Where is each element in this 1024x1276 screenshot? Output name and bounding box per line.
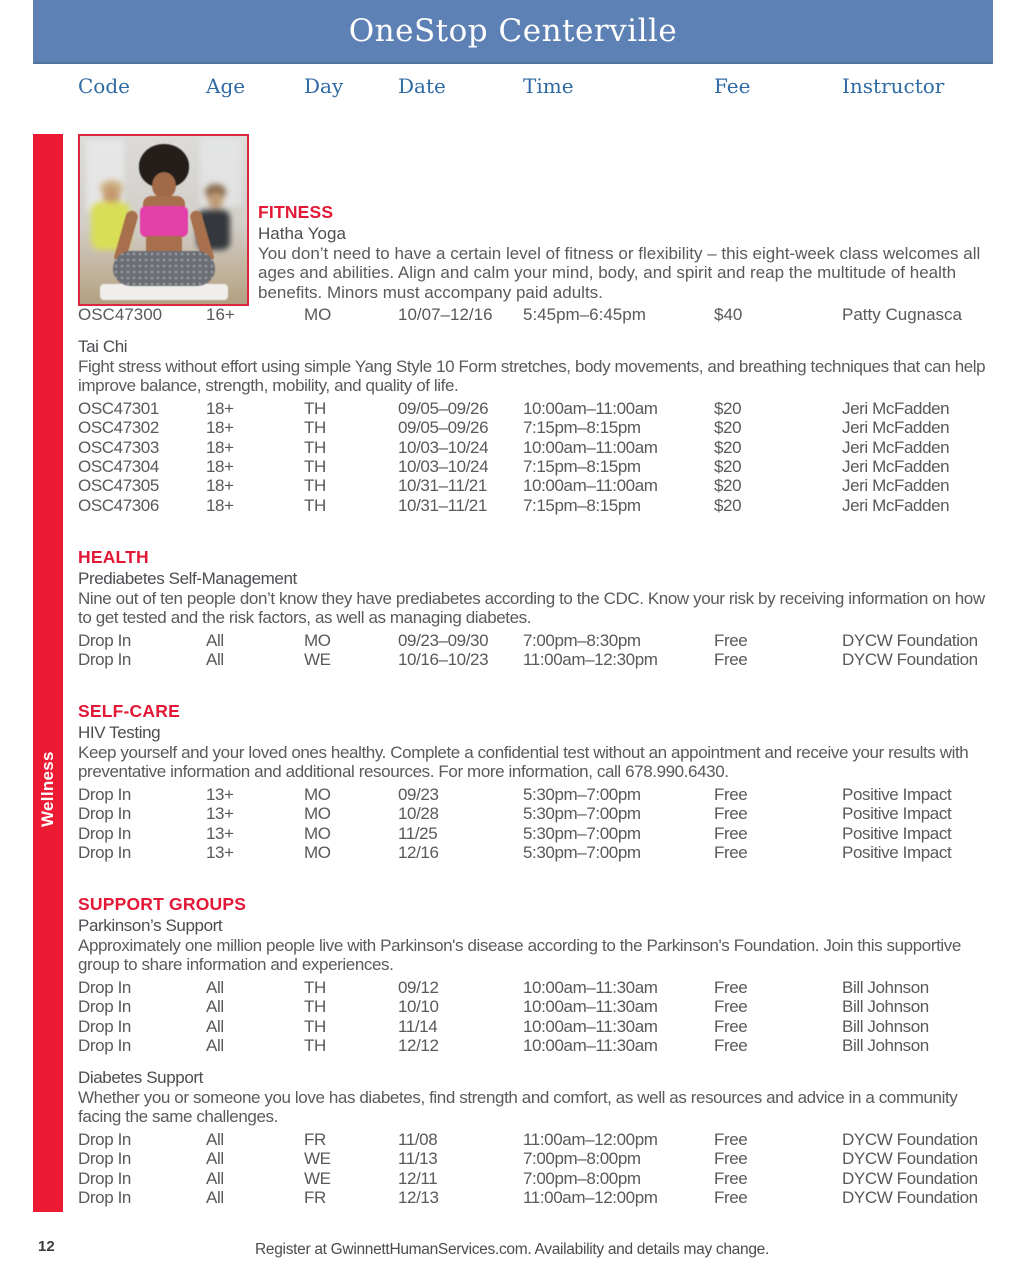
cell-age: All bbox=[206, 1035, 224, 1055]
cell-code: Drop In bbox=[78, 1187, 131, 1207]
cell-instructor: Jeri McFadden bbox=[842, 495, 950, 515]
wellness-category-bar bbox=[33, 134, 63, 1212]
cell-date: 11/14 bbox=[398, 1016, 438, 1036]
table-row bbox=[78, 457, 993, 476]
cell-age: All bbox=[206, 1129, 224, 1149]
table-row bbox=[78, 1188, 993, 1207]
cell-date: 09/23 bbox=[398, 784, 439, 804]
cell-date: 11/13 bbox=[398, 1149, 438, 1169]
page-title: OneStop Centerville bbox=[348, 13, 678, 49]
schedule-rows bbox=[78, 1130, 993, 1208]
cell-time: 11:00am–12:00pm bbox=[523, 1187, 658, 1207]
cell-time: 10:00am–11:30am bbox=[523, 1035, 658, 1055]
cell-date: 10/28 bbox=[398, 804, 439, 824]
table-row bbox=[78, 476, 993, 495]
cell-date: 10/10 bbox=[398, 997, 439, 1017]
cell-date: 10/03–10/24 bbox=[398, 456, 489, 476]
cell-fee: Free bbox=[714, 1187, 748, 1207]
cell-age: 18+ bbox=[206, 418, 234, 438]
cell-day: MO bbox=[304, 804, 331, 824]
column-header-fee: Fee bbox=[714, 74, 751, 98]
class-name: Tai Chi bbox=[78, 337, 128, 356]
cell-fee: $40 bbox=[714, 305, 743, 324]
column-header-date: Date bbox=[398, 74, 446, 98]
cell-code: Drop In bbox=[78, 1035, 131, 1055]
class-description: Whether you or someone you love has diabetes, find strength and comfort, as well as resources and advice in a community facing the same challenges. bbox=[78, 1088, 958, 1127]
cell-day: TH bbox=[304, 1035, 326, 1055]
cell-code: Drop In bbox=[78, 842, 131, 862]
schedule-rows bbox=[78, 785, 993, 863]
cell-fee: Free bbox=[714, 784, 748, 804]
section-heading: SUPPORT GROUPS bbox=[78, 894, 247, 914]
cell-date: 11/25 bbox=[398, 823, 438, 843]
cell-code: OSC47301 bbox=[78, 398, 159, 418]
cell-date: 09/12 bbox=[398, 977, 439, 997]
cell-code: OSC47305 bbox=[78, 476, 159, 496]
cell-time: 7:15pm–8:15pm bbox=[523, 418, 641, 438]
cell-age: All bbox=[206, 650, 224, 670]
table-row bbox=[78, 804, 993, 823]
cell-date: 11/08 bbox=[398, 1129, 438, 1149]
cell-day: WE bbox=[304, 1168, 331, 1188]
cell-fee: $20 bbox=[714, 456, 742, 476]
cell-time: 7:15pm–8:15pm bbox=[523, 495, 641, 515]
cell-instructor: Bill Johnson bbox=[842, 1016, 929, 1036]
section-heading: HEALTH bbox=[78, 547, 149, 567]
class-description: Keep yourself and your loved ones healthy. Complete a confidential test without an appointment and receive your results with preventative information and additional resources. For more information, call 678.990.6430. bbox=[78, 743, 969, 782]
cell-day: TH bbox=[304, 418, 326, 438]
cell-age: 13+ bbox=[206, 842, 234, 862]
cell-age: All bbox=[206, 1149, 224, 1169]
cell-instructor: Bill Johnson bbox=[842, 1035, 929, 1055]
column-header-day: Day bbox=[304, 74, 344, 98]
cell-instructor: Jeri McFadden bbox=[842, 456, 950, 476]
cell-time: 7:00pm–8:00pm bbox=[523, 1149, 641, 1169]
class-name: Hatha Yoga bbox=[258, 224, 346, 243]
registration-note: Register at GwinnettHumanServices.com. Availability and details may change. bbox=[255, 1241, 769, 1258]
cell-time: 10:00am–11:00am bbox=[523, 476, 658, 496]
cell-age: 13+ bbox=[206, 804, 234, 824]
cell-time: 5:30pm–7:00pm bbox=[523, 842, 641, 862]
cell-code: Drop In bbox=[78, 1149, 131, 1169]
column-header-age: Age bbox=[206, 74, 246, 98]
cell-instructor: Bill Johnson bbox=[842, 977, 929, 997]
cell-age: 18+ bbox=[206, 495, 234, 515]
section-health bbox=[78, 548, 993, 670]
cell-instructor: DYCW Foundation bbox=[842, 1149, 978, 1169]
cell-code: Drop In bbox=[78, 1168, 131, 1188]
cell-date: 12/12 bbox=[398, 1035, 439, 1055]
table-row bbox=[78, 496, 993, 515]
cell-fee: Free bbox=[714, 650, 748, 670]
column-header-code: Code bbox=[78, 74, 130, 98]
cell-fee: Free bbox=[714, 1168, 748, 1188]
hatha-yoga-schedule-table bbox=[78, 302, 993, 324]
table-row bbox=[78, 1149, 993, 1168]
cell-instructor: Jeri McFadden bbox=[842, 398, 950, 418]
cell-time: 5:45pm–6:45pm bbox=[523, 305, 646, 324]
cell-fee: $20 bbox=[714, 495, 742, 515]
table-row bbox=[78, 824, 993, 843]
schedule-rows bbox=[78, 305, 993, 324]
cell-time: 10:00am–11:00am bbox=[523, 437, 658, 457]
cell-fee: $20 bbox=[714, 437, 742, 457]
cell-time: 7:15pm–8:15pm bbox=[523, 456, 641, 476]
class-name: Parkinson’s Support bbox=[78, 916, 223, 935]
class-description: You don’t need to have a certain level of fitness or flexibility – this eight-week class welcomes all ages and abilities. Align and calm your mind, body, and spirit and reap the multitude of health benefits. Minors must accompany paid adults. bbox=[258, 244, 981, 302]
table-row bbox=[78, 978, 993, 997]
photo-foreground-art bbox=[80, 136, 247, 304]
column-header-instructor: Instructor bbox=[842, 74, 945, 98]
page-banner bbox=[33, 0, 993, 64]
cell-time: 10:00am–11:00am bbox=[523, 398, 658, 418]
schedule-rows bbox=[78, 978, 993, 1056]
cell-code: Drop In bbox=[78, 1016, 131, 1036]
table-row bbox=[78, 1169, 993, 1188]
table-row bbox=[78, 650, 993, 669]
class-name: Prediabetes Self-Management bbox=[78, 569, 297, 588]
cell-code: OSC47302 bbox=[78, 418, 159, 438]
cell-instructor: Positive Impact bbox=[842, 842, 952, 862]
cell-age: All bbox=[206, 977, 224, 997]
cell-day: FR bbox=[304, 1129, 326, 1149]
cell-fee: Free bbox=[714, 1016, 748, 1036]
cell-code: Drop In bbox=[78, 804, 131, 824]
column-header-time: Time bbox=[523, 74, 574, 98]
cell-date: 09/23–09/30 bbox=[398, 630, 489, 650]
cell-code: Drop In bbox=[78, 997, 131, 1017]
table-row bbox=[78, 305, 993, 324]
cell-code: Drop In bbox=[78, 784, 131, 804]
cell-fee: Free bbox=[714, 804, 748, 824]
cell-date: 10/03–10/24 bbox=[398, 437, 489, 457]
cell-fee: Free bbox=[714, 1035, 748, 1055]
cell-time: 10:00am–11:30am bbox=[523, 977, 658, 997]
cell-time: 5:30pm–7:00pm bbox=[523, 823, 641, 843]
section-heading: FITNESS bbox=[258, 202, 334, 222]
cell-age: All bbox=[206, 1168, 224, 1188]
cell-time: 11:00am–12:30pm bbox=[523, 650, 658, 670]
cell-date: 10/16–10/23 bbox=[398, 650, 489, 670]
cell-date: 12/11 bbox=[398, 1168, 438, 1188]
section-diabetes-support bbox=[78, 1068, 993, 1207]
cell-age: 18+ bbox=[206, 437, 234, 457]
section-support-groups bbox=[78, 895, 993, 1055]
cell-instructor: Positive Impact bbox=[842, 804, 952, 824]
schedule-rows bbox=[78, 631, 993, 670]
cell-code: Drop In bbox=[78, 650, 131, 670]
cell-age: 18+ bbox=[206, 456, 234, 476]
cell-day: MO bbox=[304, 630, 331, 650]
cell-code: Drop In bbox=[78, 977, 131, 997]
cell-day: WE bbox=[304, 1149, 331, 1169]
cell-day: FR bbox=[304, 1187, 326, 1207]
table-row bbox=[78, 631, 993, 650]
cell-date: 10/31–11/21 bbox=[398, 476, 487, 496]
cell-day: MO bbox=[304, 305, 332, 324]
cell-time: 7:00pm–8:30pm bbox=[523, 630, 641, 650]
cell-instructor: DYCW Foundation bbox=[842, 650, 978, 670]
cell-age: 13+ bbox=[206, 823, 234, 843]
section-fitness bbox=[258, 203, 995, 302]
cell-day: TH bbox=[304, 476, 326, 496]
cell-date: 09/05–09/26 bbox=[398, 418, 489, 438]
section-tai-chi bbox=[78, 337, 993, 515]
cell-code: Drop In bbox=[78, 823, 131, 843]
cell-day: TH bbox=[304, 456, 326, 476]
category-label: Wellness bbox=[38, 751, 57, 827]
cell-age: 18+ bbox=[206, 398, 234, 418]
cell-instructor: DYCW Foundation bbox=[842, 1168, 978, 1188]
table-row bbox=[78, 1130, 993, 1149]
cell-time: 11:00am–12:00pm bbox=[523, 1129, 658, 1149]
cell-instructor: Jeri McFadden bbox=[842, 476, 950, 496]
cell-code: Drop In bbox=[78, 630, 131, 650]
cell-instructor: DYCW Foundation bbox=[842, 630, 978, 650]
cell-day: MO bbox=[304, 823, 331, 843]
cell-age: All bbox=[206, 997, 224, 1017]
cell-code: OSC47303 bbox=[78, 437, 159, 457]
cell-instructor: Bill Johnson bbox=[842, 997, 929, 1017]
cell-age: 18+ bbox=[206, 476, 234, 496]
cell-instructor: Jeri McFadden bbox=[842, 437, 950, 457]
cell-time: 10:00am–11:30am bbox=[523, 1016, 658, 1036]
cell-fee: Free bbox=[714, 1149, 748, 1169]
cell-instructor: Positive Impact bbox=[842, 823, 952, 843]
yoga-class-photo bbox=[78, 134, 249, 306]
class-description: Fight stress without effort using simple Yang Style 10 Form stretches, body movements, and breathing techniques that can help improve balance, strength, mobility, and quality of life. bbox=[78, 357, 986, 396]
cell-date: 12/13 bbox=[398, 1187, 439, 1207]
table-row bbox=[78, 1036, 993, 1055]
section-heading: SELF-CARE bbox=[78, 701, 180, 721]
cell-day: WE bbox=[304, 650, 331, 670]
cell-fee: $20 bbox=[714, 476, 742, 496]
cell-date: 10/31–11/21 bbox=[398, 495, 487, 515]
table-row bbox=[78, 997, 993, 1016]
class-description: Nine out of ten people don’t know they have prediabetes according to the CDC. Know your risk by receiving information on how to get tested and the risk factors, as well as managing diabetes. bbox=[78, 589, 985, 628]
table-row bbox=[78, 418, 993, 437]
cell-code: OSC47300 bbox=[78, 305, 163, 324]
cell-fee: Free bbox=[714, 630, 748, 650]
cell-age: All bbox=[206, 1187, 224, 1207]
cell-instructor: DYCW Foundation bbox=[842, 1129, 978, 1149]
cell-instructor: DYCW Foundation bbox=[842, 1187, 978, 1207]
cell-fee: $20 bbox=[714, 398, 742, 418]
page-number: 12 bbox=[38, 1238, 55, 1255]
cell-day: TH bbox=[304, 1016, 326, 1036]
cell-day: TH bbox=[304, 977, 326, 997]
cell-day: TH bbox=[304, 398, 326, 418]
cell-fee: Free bbox=[714, 997, 748, 1017]
cell-code: Drop In bbox=[78, 1129, 131, 1149]
cell-time: 10:00am–11:30am bbox=[523, 997, 658, 1017]
cell-date: 10/07–12/16 bbox=[398, 305, 493, 324]
cell-fee: $20 bbox=[714, 418, 742, 438]
cell-age: 16+ bbox=[206, 305, 235, 324]
cell-date: 12/16 bbox=[398, 842, 439, 862]
cell-time: 5:30pm–7:00pm bbox=[523, 784, 641, 804]
class-description: Approximately one million people live with Parkinson's disease according to the Parkinson's Foundation. Join this supportive group to share information and experiences. bbox=[78, 936, 961, 975]
schedule-rows bbox=[78, 399, 993, 515]
class-name: Diabetes Support bbox=[78, 1068, 203, 1087]
table-row bbox=[78, 399, 993, 418]
cell-day: TH bbox=[304, 997, 326, 1017]
cell-age: All bbox=[206, 630, 224, 650]
cell-fee: Free bbox=[714, 1129, 748, 1149]
cell-day: TH bbox=[304, 495, 326, 515]
cell-day: MO bbox=[304, 842, 331, 862]
cell-instructor: Jeri McFadden bbox=[842, 418, 950, 438]
cell-age: All bbox=[206, 1016, 224, 1036]
table-row bbox=[78, 1017, 993, 1036]
cell-code: OSC47306 bbox=[78, 495, 159, 515]
cell-instructor: Positive Impact bbox=[842, 784, 952, 804]
cell-code: OSC47304 bbox=[78, 456, 159, 476]
cell-fee: Free bbox=[714, 823, 748, 843]
table-row bbox=[78, 843, 993, 862]
cell-time: 5:30pm–7:00pm bbox=[523, 804, 641, 824]
cell-age: 13+ bbox=[206, 784, 234, 804]
cell-date: 09/05–09/26 bbox=[398, 398, 489, 418]
section-self-care bbox=[78, 702, 993, 862]
table-row bbox=[78, 785, 993, 804]
table-row bbox=[78, 438, 993, 457]
cell-day: MO bbox=[304, 784, 331, 804]
table-column-headers bbox=[78, 74, 993, 100]
class-name: HIV Testing bbox=[78, 723, 161, 742]
cell-instructor: Patty Cugnasca bbox=[842, 305, 963, 324]
cell-day: TH bbox=[304, 437, 326, 457]
cell-fee: Free bbox=[714, 842, 748, 862]
cell-time: 7:00pm–8:00pm bbox=[523, 1168, 641, 1188]
cell-fee: Free bbox=[714, 977, 748, 997]
